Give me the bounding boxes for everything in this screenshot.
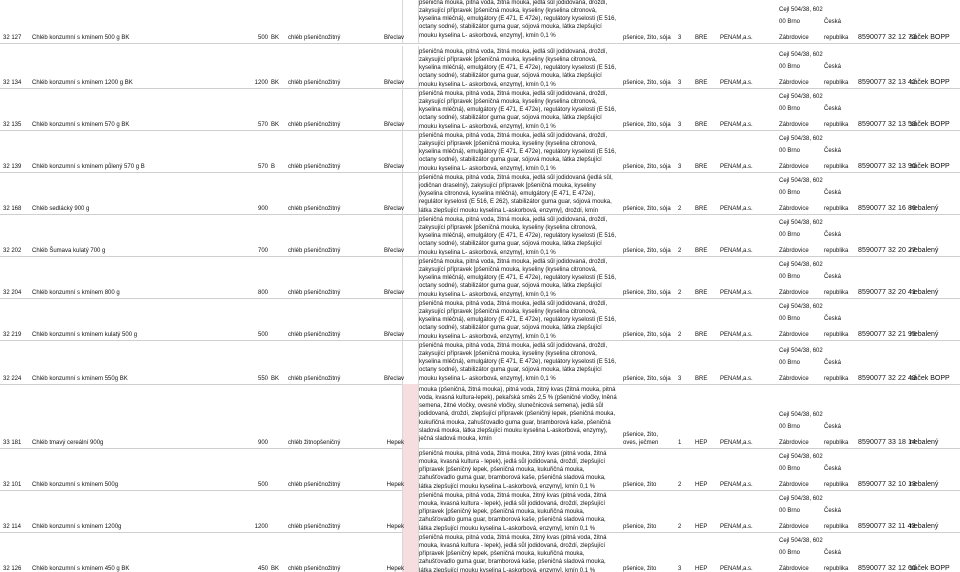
ingredients-text: pšeničná mouka, pitná voda, žitná mouka, jedlá sůl jodidovaná, droždí, zakysující přípravek [pšeničná mouka, kyseliny (kyselina citronová, kyselina mléčná), emulgátory (E 471, E 472e), regulátory kyselosti (E 516, octany sodné), stabilizátor guma guar, sójová mouka, látka zlepšující mouku kyselina L- askorbová, enzymy], kmín 0,1 %	[419, 49, 617, 87]
country-line1: Česká	[824, 316, 842, 322]
country-line2: republika	[824, 376, 849, 382]
country-line1: Česká	[824, 550, 842, 556]
product-weight: 570	[257, 164, 268, 170]
address-street: Cejl 504/38, 602	[779, 496, 823, 502]
address-street: Cejl 504/38, 602	[779, 262, 823, 268]
packaging: nebalený	[910, 523, 939, 530]
allergen-code: 2	[678, 332, 682, 338]
address-district: Zábrdovice	[779, 440, 809, 446]
plant-code: BRE	[695, 248, 708, 254]
address-street: Cejl 504/38, 602	[779, 412, 823, 418]
allergen-code: 3	[678, 566, 682, 572]
allergen-code: 3	[678, 80, 682, 86]
allergens: pšenice, žito, sója	[623, 80, 671, 86]
ean-code: 8590077 32 20 27	[858, 247, 917, 254]
allergens: pšenice, žito, sója	[623, 206, 671, 212]
ingredients-text: pšeničná mouka, pitná voda, žitná mouka, jedlá sůl jodidovaná, droždí, zakysující přípravek [pšeničná mouka, kyseliny (kyselina citronová, kyselina mléčná), emulgátory (E 471, E 472e), regulátory kyselosti (E 516, octany sodné), stabilizátor guma guar, sójová mouka, látka zlepšující mouku kyselina L- askorbová, enzymy], kmín 0,1 %	[419, 0, 617, 39]
plant-code: BRE	[695, 332, 708, 338]
product-weight: 450	[257, 566, 268, 572]
product-name: Chléb konzumní s kmínem 500 g BK	[32, 35, 130, 41]
plant-name: Břeclav	[383, 80, 404, 86]
address-city: 00 Brno	[779, 424, 801, 430]
address-street: Cejl 504/38, 602	[779, 304, 823, 310]
product-id: 32 224	[3, 376, 22, 382]
product-name: Chléb konzumní s kmínem 550g BK	[32, 376, 128, 382]
plant-code: BRE	[695, 122, 708, 128]
bread-kind: chléb pšeničnožitný	[288, 566, 341, 572]
blank-cell	[402, 448, 419, 490]
allergen-code: 2	[678, 248, 682, 254]
country-line1: Česká	[824, 148, 842, 154]
product-unit: BK	[271, 80, 280, 86]
packaging: nebalený	[910, 247, 939, 254]
address-district: Zábrdovice	[779, 35, 809, 41]
address-city: 00 Brno	[779, 64, 801, 70]
table-row	[0, 298, 960, 341]
address-city: 00 Brno	[779, 274, 801, 280]
company-name: PENAM,a.s.	[720, 440, 753, 446]
product-weight: 1200	[254, 80, 268, 86]
ean-code: 8590077 32 22 49	[858, 375, 917, 382]
plant-code: BRE	[695, 80, 708, 86]
product-name: Chléb konzumní s kmínem kulatý 500 g	[32, 332, 138, 338]
ean-code: 8590077 32 13 58	[858, 121, 917, 128]
ingredients-text: mouka (pšeničná, žitná mouka), pitná voda, žitný kvas (žitná mouka, pitná voda, kvasná kultura-lepek), pekařská směs 2,5 % (pšeničné vločky, lněná semena, žitné vločky, ovesné vločky, slunečnicová semena), jedlá sůl jodidovaná, droždí, zlepšující přípravek (pšeničný lepek, pšeničná mouka, kukuřičná mouka, zahušťovadlo guma guar, bramborová kaše, pšeničná sladová mouka, látka zlepšující mouku kyselina L-askorbová, enzymy), ječná sladová mouka, kmín	[419, 387, 617, 442]
address-street: Cejl 504/38, 602	[779, 7, 823, 13]
product-id: 32 139	[3, 164, 22, 170]
product-id: 32 202	[3, 248, 22, 254]
plant-name: Hepek	[386, 482, 404, 488]
packaging: sáček BOPP	[910, 565, 950, 572]
plant-name: Hepek	[386, 566, 404, 572]
company-name: PENAM,a.s.	[720, 332, 753, 338]
product-name: Chléb sedlácký 900 g	[32, 206, 90, 212]
company-name: PENAM,a.s.	[720, 524, 753, 530]
table-row	[0, 384, 960, 449]
table-row	[0, 490, 960, 533]
allergens: pšenice, žito, sója	[623, 332, 671, 338]
ingredients-text: pšeničná mouka, pitná voda, žitná mouka, jedlá sůl jodidovaná, droždí, zakysující přípravek [pšeničná mouka, kyseliny (kyselina citronová, kyselina mléčná), emulgátory (E 471, E 472e), regulátory kyselosti (E 516, octany sodné), stabilizátor guma guar, sójová mouka, látka zlepšující mouku kyselina L- askorbová, enzymy], kmín 0,1 %	[419, 133, 617, 171]
plant-code: HEP	[695, 482, 708, 488]
address-district: Zábrdovice	[779, 290, 809, 296]
plant-name: Břeclav	[383, 248, 404, 254]
ingredients-text: pšeničná mouka, pitná voda, žitná mouka, jedlá sůl jodidovaná, droždí, zakysující přípravek [pšeničná mouka, kyseliny (kyselina citronová, kyselina mléčná), emulgátory (E 471, E 472e), regulátory kyselosti (E 516, octany sodné), stabilizátor guma guar, sójová mouka, látka zlepšující mouku kyselina L- askorbová, enzymy], kmín 0,1 %	[419, 91, 617, 129]
packaging: nebalený	[910, 439, 939, 446]
table-row	[0, 172, 960, 215]
company-name: PENAM,a.s.	[720, 164, 753, 170]
product-id: 32 204	[3, 290, 22, 296]
country-line2: republika	[824, 290, 849, 296]
country-line2: republika	[824, 482, 849, 488]
plant-code: BRE	[695, 35, 708, 41]
product-id: 33 181	[3, 440, 22, 446]
ean-code: 8590077 32 13 96	[858, 163, 917, 170]
product-id: 32 134	[3, 80, 22, 86]
plant-name: Břeclav	[383, 206, 404, 212]
allergens: pšenice, žito, sója	[623, 35, 671, 41]
address-district: Zábrdovice	[779, 80, 809, 86]
plant-name: Hepek	[386, 524, 404, 530]
product-weight: 900	[257, 440, 268, 446]
allergens: pšenice, žito, sója	[623, 376, 671, 382]
ingredients-text: pšeničná mouka, pitná voda, žitná mouka, jedlá sůl jodidovaná (jedlá sůl, jodičnan draselný), zakysující přípravek [pšeničná mouka, kyseliny (kyselina citronová, kyselina mléčná), emulgátory (E 471, E 472e), regulátor kyselosti (E 516, E 262), stabilizátor guma guar, sójová mouka, látka zlepšující mouku kyselina L-askorbová, enzymy], droždí, kmín	[419, 175, 613, 213]
country-line1: Česká	[824, 232, 842, 238]
blank-cell	[402, 256, 419, 298]
address-street: Cejl 504/38, 602	[779, 220, 823, 226]
plant-code: BRE	[695, 376, 708, 382]
product-name: Chléb konzumní s kmínem 1200g	[32, 524, 122, 530]
product-id: 32 219	[3, 332, 22, 338]
product-name: Chléb konzumní s kmínem půlený 570 g B	[32, 164, 145, 170]
country-line1: Česká	[824, 424, 842, 430]
allergen-code: 2	[678, 290, 682, 296]
address-street: Cejl 504/38, 602	[779, 178, 823, 184]
allergen-code: 2	[678, 206, 682, 212]
allergens: pšenice, žito	[623, 566, 657, 572]
address-district: Zábrdovice	[779, 566, 809, 572]
country-line2: republika	[824, 248, 849, 254]
table-row	[0, 256, 960, 299]
plant-code: HEP	[695, 566, 708, 572]
product-weight: 900	[257, 206, 268, 212]
table-row	[0, 532, 960, 572]
address-city: 00 Brno	[779, 360, 801, 366]
country-line2: republika	[824, 206, 849, 212]
ingredients-text: pšeničná mouka, pitná voda, žitná mouka, žitný kvas (pitná voda, žitná mouka, kvasná kultura - lepek), jedlá sůl jodidovaná, droždí, zlepšující přípravek [pšeničný lepek, pšeničná mouka, kukuřičná mouka, zahušťovadlo guma guar, bramborová kaše, pšeničná sladová mouka, látka zlepšující mouku kyselina L-askorbová, enzymy], kmín 0,1 %	[419, 493, 607, 531]
ean-code: 8590077 32 11 43	[858, 523, 916, 530]
bread-kind: chléb pšeničnožitný	[288, 482, 341, 488]
table-row	[0, 214, 960, 257]
bread-kind: chléb pšeničnožitný	[288, 290, 341, 296]
country-line2: republika	[824, 80, 849, 86]
product-id: 32 127	[3, 35, 22, 41]
address-city: 00 Brno	[779, 190, 801, 196]
company-name: PENAM,a.s.	[720, 80, 753, 86]
allergen-code: 3	[678, 122, 682, 128]
plant-code: HEP	[695, 440, 708, 446]
address-city: 00 Brno	[779, 106, 801, 112]
bread-kind: chléb pšeničnožitný	[288, 122, 341, 128]
bread-kind: chléb pšeničnožitný	[288, 80, 341, 86]
address-street: Cejl 504/38, 602	[779, 538, 823, 544]
product-weight: 550	[257, 376, 268, 382]
plant-name: Břeclav	[383, 164, 404, 170]
company-name: PENAM,a.s.	[720, 35, 753, 41]
plant-name: Břeclav	[383, 376, 404, 382]
blank-cell	[402, 298, 419, 340]
bread-kind: chléb pšeničnožitný	[288, 248, 341, 254]
address-district: Zábrdovice	[779, 248, 809, 254]
product-name: Chléb konzumní s kmínem 500g	[32, 482, 119, 488]
packaging: sáček BOPP	[910, 79, 950, 86]
ean-code: 8590077 32 16 86	[858, 205, 917, 212]
packaging: nebalený	[910, 205, 939, 212]
product-unit: BK	[271, 122, 280, 128]
blank-cell	[402, 130, 419, 172]
country-line2: republika	[824, 35, 849, 41]
ean-code: 8590077 33 18 14	[858, 439, 917, 446]
plant-name: Břeclav	[383, 35, 404, 41]
product-weight: 800	[257, 290, 268, 296]
product-id: 32 101	[3, 482, 22, 488]
company-name: PENAM,a.s.	[720, 566, 753, 572]
allergen-code: 3	[678, 35, 682, 41]
address-street: Cejl 504/38, 602	[779, 348, 823, 354]
country-line1: Česká	[824, 360, 842, 366]
allergen-code: 2	[678, 524, 682, 530]
product-weight: 700	[257, 248, 268, 254]
product-weight: 500	[257, 332, 268, 338]
country-line2: republika	[824, 164, 849, 170]
bread-kind: chléb pšeničnožitný	[288, 376, 341, 382]
product-id: 32 168	[3, 206, 22, 212]
allergens: pšenice, žito, sója	[623, 122, 671, 128]
allergens: pšenice, žito	[623, 524, 657, 530]
product-unit: B	[271, 164, 276, 170]
address-city: 00 Brno	[779, 232, 801, 238]
product-unit: BK	[271, 566, 280, 572]
company-name: PENAM,a.s.	[720, 376, 753, 382]
address-city: 00 Brno	[779, 550, 801, 556]
table-row	[0, 88, 960, 131]
packaging: sáček BOPP	[910, 375, 950, 382]
product-unit: BK	[271, 35, 280, 41]
country-line1: Česká	[824, 106, 842, 112]
country-line1: Česká	[824, 274, 842, 280]
plant-name: Břeclav	[383, 332, 404, 338]
company-name: PENAM,a.s.	[720, 122, 753, 128]
product-name: Chléb konzumní s kmínem 1200 g BK	[32, 80, 133, 86]
table-row	[0, 0, 960, 44]
product-name: Chléb konzumní s kmínem 450 g BK	[32, 566, 130, 572]
blank-cell	[402, 532, 419, 572]
product-name: Chléb tmavý cereální 900g	[32, 440, 104, 446]
country-line1: Česká	[824, 508, 842, 514]
packaging: sáček BOPP	[910, 34, 950, 41]
country-line2: republika	[824, 524, 849, 530]
bread-kind: chléb pšeničnožitný	[288, 35, 341, 41]
country-line2: republika	[824, 566, 849, 572]
plant-code: BRE	[695, 290, 708, 296]
address-district: Zábrdovice	[779, 164, 809, 170]
table-row	[0, 46, 960, 89]
allergens: pšenice, žito, sója	[623, 290, 671, 296]
plant-name: Hepek	[386, 440, 404, 446]
allergens: pšenice, žito, sója	[623, 248, 671, 254]
ingredients-text: pšeničná mouka, pitná voda, žitná mouka, jedlá sůl jodidovaná, droždí, zakysující přípravek [pšeničná mouka, kyseliny (kyselina citronová, kyselina mléčná), emulgátory (E 471, E 472e), regulátory kyselosti (E 516, octany sodné), stabilizátor guma guar, sójová mouka, látka zlepšující mouku kyselina L- askorbová, enzymy], kmín 0,1 %	[419, 259, 617, 297]
country-line2: republika	[824, 122, 849, 128]
country-line1: Česká	[824, 190, 842, 196]
bread-kind: chléb pšeničnožitný	[288, 524, 341, 530]
product-unit: BK	[271, 376, 280, 382]
country-line2: republika	[824, 440, 849, 446]
ean-code: 8590077 32 13 41	[858, 79, 917, 86]
product-name: Chléb konzumní s kmínem 800 g	[32, 290, 120, 296]
table-row	[0, 340, 960, 385]
company-name: PENAM,a.s.	[720, 206, 753, 212]
ean-code: 8590077 32 10 13	[858, 481, 917, 488]
ean-code: 8590077 32 12 73	[858, 34, 917, 41]
ean-code: 8590077 32 20 41	[858, 289, 917, 296]
ingredients-text: pšeničná mouka, pitná voda, žitná mouka, žitný kvas (pitná voda, žitná mouka, kvasná kultura - lepek), jedlá sůl jodidovaná, droždí, zlepšující přípravek [pšeničný lepek, pšeničná mouka, kukuřičná mouka, zahušťovadlo guma guar, bramborová kaše, pšeničná sladová mouka, látka zlepšující mouku kyselina L-askorbová, enzymy], kmín 0,1 %	[419, 535, 607, 572]
product-weight: 500	[257, 482, 268, 488]
packaging: nebalený	[910, 331, 939, 338]
ingredients-text: pšeničná mouka, pitná voda, žitná mouka, jedlá sůl jodidovaná, droždí, zakysující přípravek [pšeničná mouka, kyseliny (kyselina citronová, kyselina mléčná), emulgátory (E 471, E 472e), regulátory kyselosti (E 516, octany sodné), stabilizátor guma guar, sójová mouka, látka zlepšující mouku kyselina L- askorbová, enzymy], kmín 0,1 %	[419, 217, 617, 255]
allergens: pšenice, žito	[623, 482, 657, 488]
address-district: Zábrdovice	[779, 524, 809, 530]
blank-cell	[402, 384, 419, 448]
product-weight: 570	[257, 122, 268, 128]
address-district: Zábrdovice	[779, 376, 809, 382]
address-city: 00 Brno	[779, 508, 801, 514]
address-district: Zábrdovice	[779, 206, 809, 212]
product-id: 32 135	[3, 122, 22, 128]
blank-cell	[402, 214, 419, 256]
blank-cell	[402, 88, 419, 130]
address-street: Cejl 504/38, 602	[779, 94, 823, 100]
packaging: nebalený	[910, 289, 939, 296]
table-row	[0, 448, 960, 491]
packaging: sáček BOPP	[910, 163, 950, 170]
product-name: Chléb Šumava kulatý 700 g	[32, 248, 106, 254]
ean-code: 8590077 32 12 66	[858, 565, 917, 572]
allergen-code: 1	[678, 440, 682, 446]
packaging: nebalený	[910, 481, 939, 488]
product-weight: 500	[257, 35, 268, 41]
blank-cell	[402, 46, 419, 88]
address-city: 00 Brno	[779, 19, 801, 25]
packaging: sáček BOPP	[910, 121, 950, 128]
ean-code: 8590077 32 21 95	[858, 331, 917, 338]
table-row	[0, 130, 960, 173]
plant-code: BRE	[695, 164, 708, 170]
blank-cell	[402, 490, 419, 532]
address-street: Cejl 504/38, 602	[779, 136, 823, 142]
address-district: Zábrdovice	[779, 332, 809, 338]
country-line1: Česká	[824, 19, 842, 25]
ingredients-text: pšeničná mouka, pitná voda, žitná mouka, žitný kvas (pitná voda, žitná mouka, kvasná kultura - lepek), jedlá sůl jodidovaná, droždí, zlepšující přípravek [pšeničný lepek, pšeničná mouka, kukuřičná mouka, zahušťovadlo guma guar, bramborová kaše, pšeničná sladová mouka, látka zlepšující mouku kyselina L-askorbová, enzymy], kmín 0,1 %	[419, 451, 607, 489]
address-district: Zábrdovice	[779, 122, 809, 128]
address-city: 00 Brno	[779, 148, 801, 154]
product-id: 32 126	[3, 566, 22, 572]
company-name: PENAM,a.s.	[720, 482, 753, 488]
blank-cell	[402, 172, 419, 214]
allergens: pšenice, žito, sója	[623, 164, 671, 170]
bread-kind: chléb pšeničnožitný	[288, 164, 341, 170]
bread-kind: chléb pšeničnožitný	[288, 206, 341, 212]
product-name: Chléb konzumní s kmínem 570 g BK	[32, 122, 130, 128]
ingredients-text: pšeničná mouka, pitná voda, žitná mouka, jedlá sůl jodidovaná, droždí, zakysující přípravek [pšeničná mouka, kyseliny (kyselina citronová, kyselina mléčná), emulgátory (E 471, E 472e), regulátory kyselosti (E 516, octany sodné), stabilizátor guma guar, sójová mouka, látka zlepšující mouku kyselina L- askorbová, enzymy], kmín 0,1 %	[419, 343, 617, 382]
company-name: PENAM,a.s.	[720, 248, 753, 254]
allergen-code: 3	[678, 164, 682, 170]
ingredients-text: pšeničná mouka, pitná voda, žitná mouka, jedlá sůl jodidovaná, droždí, zakysující přípravek [pšeničná mouka, kyseliny (kyselina citronová, kyselina mléčná), emulgátory (E 471, E 472e), regulátory kyselosti (E 516, octany sodné), stabilizátor guma guar, sójová mouka, látka zlepšující mouku kyselina L- askorbová, enzymy], kmín 0,1 %	[419, 301, 617, 339]
address-street: Cejl 504/38, 602	[779, 52, 823, 58]
bread-kind: chléb žitnopšeničný	[288, 440, 341, 446]
country-line1: Česká	[824, 64, 842, 70]
plant-name: Břeclav	[383, 290, 404, 296]
address-city: 00 Brno	[779, 466, 801, 472]
blank-cell	[402, 0, 419, 43]
allergen-code: 3	[678, 376, 682, 382]
address-city: 00 Brno	[779, 316, 801, 322]
plant-code: BRE	[695, 206, 708, 212]
plant-name: Břeclav	[383, 122, 404, 128]
allergen-code: 2	[678, 482, 682, 488]
bread-kind: chléb pšeničnožitný	[288, 332, 341, 338]
address-street: Cejl 504/38, 602	[779, 454, 823, 460]
address-district: Zábrdovice	[779, 482, 809, 488]
company-name: PENAM,a.s.	[720, 290, 753, 296]
blank-cell	[402, 340, 419, 384]
allergens: pšenice, žito, oves, ječmen	[623, 432, 659, 446]
country-line1: Česká	[824, 466, 842, 472]
plant-code: HEP	[695, 524, 708, 530]
product-id: 32 114	[3, 524, 21, 530]
product-weight: 1200	[254, 524, 268, 530]
country-line2: republika	[824, 332, 849, 338]
